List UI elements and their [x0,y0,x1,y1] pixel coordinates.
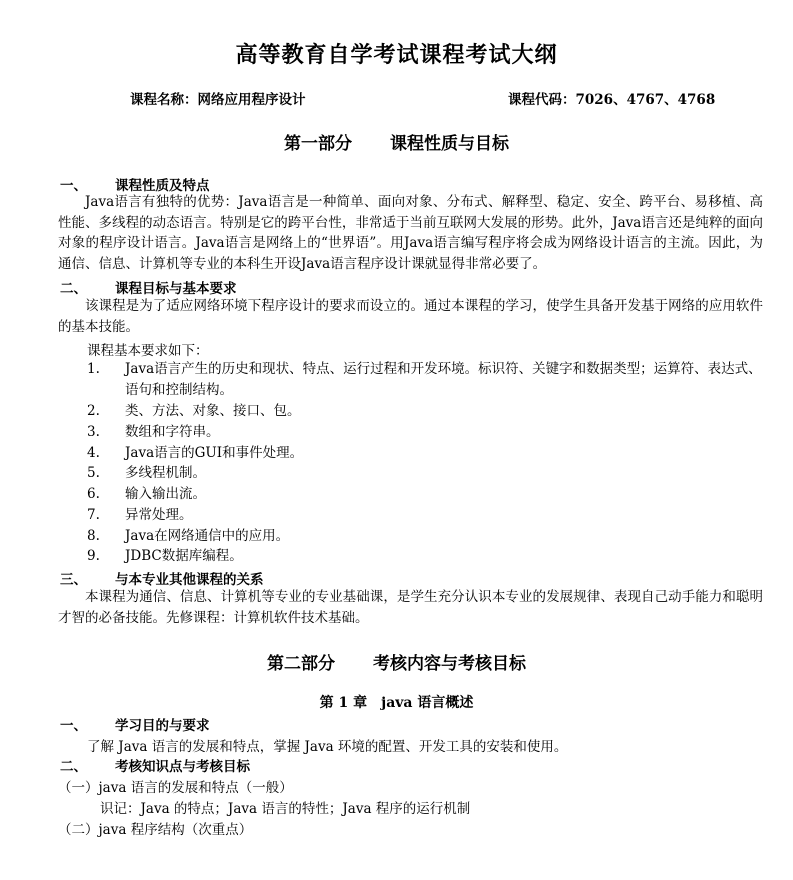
part-one-label: 第一部分 [284,134,352,154]
section-number: 一、 [60,178,87,194]
subsection-heading: （一）java 语言的发展和特点（一般） [58,780,293,796]
document-title: 高等教育自学考试课程考试大纲 [235,42,558,68]
section-number: 二、 [60,759,87,775]
section-title: 考核知识点与考核目标 [115,759,250,775]
list-item-number: 5. [87,465,100,481]
requirements-intro: 课程基本要求如下： [87,343,209,359]
part-one-title: 课程性质与目标 [390,134,509,154]
list-item-text: 数组和字符串。 [125,424,220,440]
list-item-number: 4. [87,445,100,461]
course-code: 课程代码：7026、4767、4768 [508,92,716,108]
list-item-text: 异常处理。 [125,507,193,523]
section-number: 一、 [60,718,87,734]
list-item [87,546,767,567]
section-number: 三、 [60,572,87,588]
section-heading-relations [60,568,264,588]
list-item-text: 类、方法、对象、接口、包。 [125,403,301,419]
list-item-text: 输入输出流。 [125,486,206,502]
list-item [87,484,767,505]
list-item-number: 9. [87,548,100,564]
section-heading-goals [60,277,237,297]
list-item-number: 8. [87,528,100,544]
list-item-number: 7. [87,507,100,523]
list-item-number: 3. [87,424,100,440]
section-heading-purpose [60,714,210,734]
list-item [87,463,767,484]
list-item [87,359,767,400]
section-title: 与本专业其他课程的关系 [115,572,264,588]
list-item-number: 1. [87,361,100,377]
section-body-purpose: 了解 Java 语言的发展和特点，掌握 Java 环境的配置、开发工具的安装和使用。 [87,739,568,755]
subsection-heading: （二）java 程序结构（次重点） [58,822,253,838]
list-item [87,443,767,464]
section-title: 课程性质及特点 [115,178,210,194]
part-two-label: 第二部分 [267,654,335,674]
list-item [87,422,767,443]
part-two-title: 考核内容与考核目标 [373,654,526,674]
list-item [87,526,767,547]
list-item-text: 多线程机制。 [125,465,206,481]
section-heading-nature [60,174,210,194]
list-item-text: JDBC数据库编程。 [125,548,243,564]
section-title: 课程目标与基本要求 [115,281,237,297]
list-item [87,401,767,422]
list-item-text: Java语言的GUI和事件处理。 [125,445,304,461]
section-number: 二、 [60,281,87,297]
list-item-number: 2. [87,403,100,419]
section-body-relations: 本课程为通信、信息、计算机等专业的专业基础课，是学生充分认识本专业的发展规律、表现自己动手能力和聪明才智的必备技能。先修课程：计算机软件技术基础。 [58,589,763,626]
list-item-text: Java语言产生的历史和现状、特点、运行过程和开发环境。标识符、关键字和数据类型；运算符、表达式、语句和控制结构。 [125,361,762,398]
chapter-heading: 第 1 章 java 语言概述 [319,695,474,711]
subsection-detail: 识记：Java 的特点；Java 语言的特性；Java 程序的运行机制 [100,801,471,817]
section-body-goals: 该课程是为了适应网络环境下程序设计的要求而设立的。通过本课程的学习，使学生具备开发基于网络的应用软件的基本技能。 [58,298,763,335]
list-item [87,505,767,526]
course-name: 课程名称：网络应用程序设计 [130,92,306,108]
section-body-nature: Java语言有独特的优势：Java语言是一种简单、面向对象、分布式、解释型、稳定、安全、跨平台、易移植、高性能、多线程的动态语言。特别是它的跨平台性，非常适于当前互联网大发展的形势。此外，Java语言还是纯粹的面向对象的程序设计语言。Java语言是网络上的“世界语”。用Java语言编写程序将会成为网络设计语言的主流。因此，为通信、信息、计算机等专业的本科生开设Java语言程序设计课就显得非常必要了。 [58,194,763,272]
part-one-heading [0,129,793,154]
section-heading-knowledge [60,755,250,775]
list-item-number: 6. [87,486,100,502]
part-two-heading [0,649,793,674]
list-item-text: Java在网络通信中的应用。 [125,528,290,544]
section-title: 学习目的与要求 [115,718,210,734]
